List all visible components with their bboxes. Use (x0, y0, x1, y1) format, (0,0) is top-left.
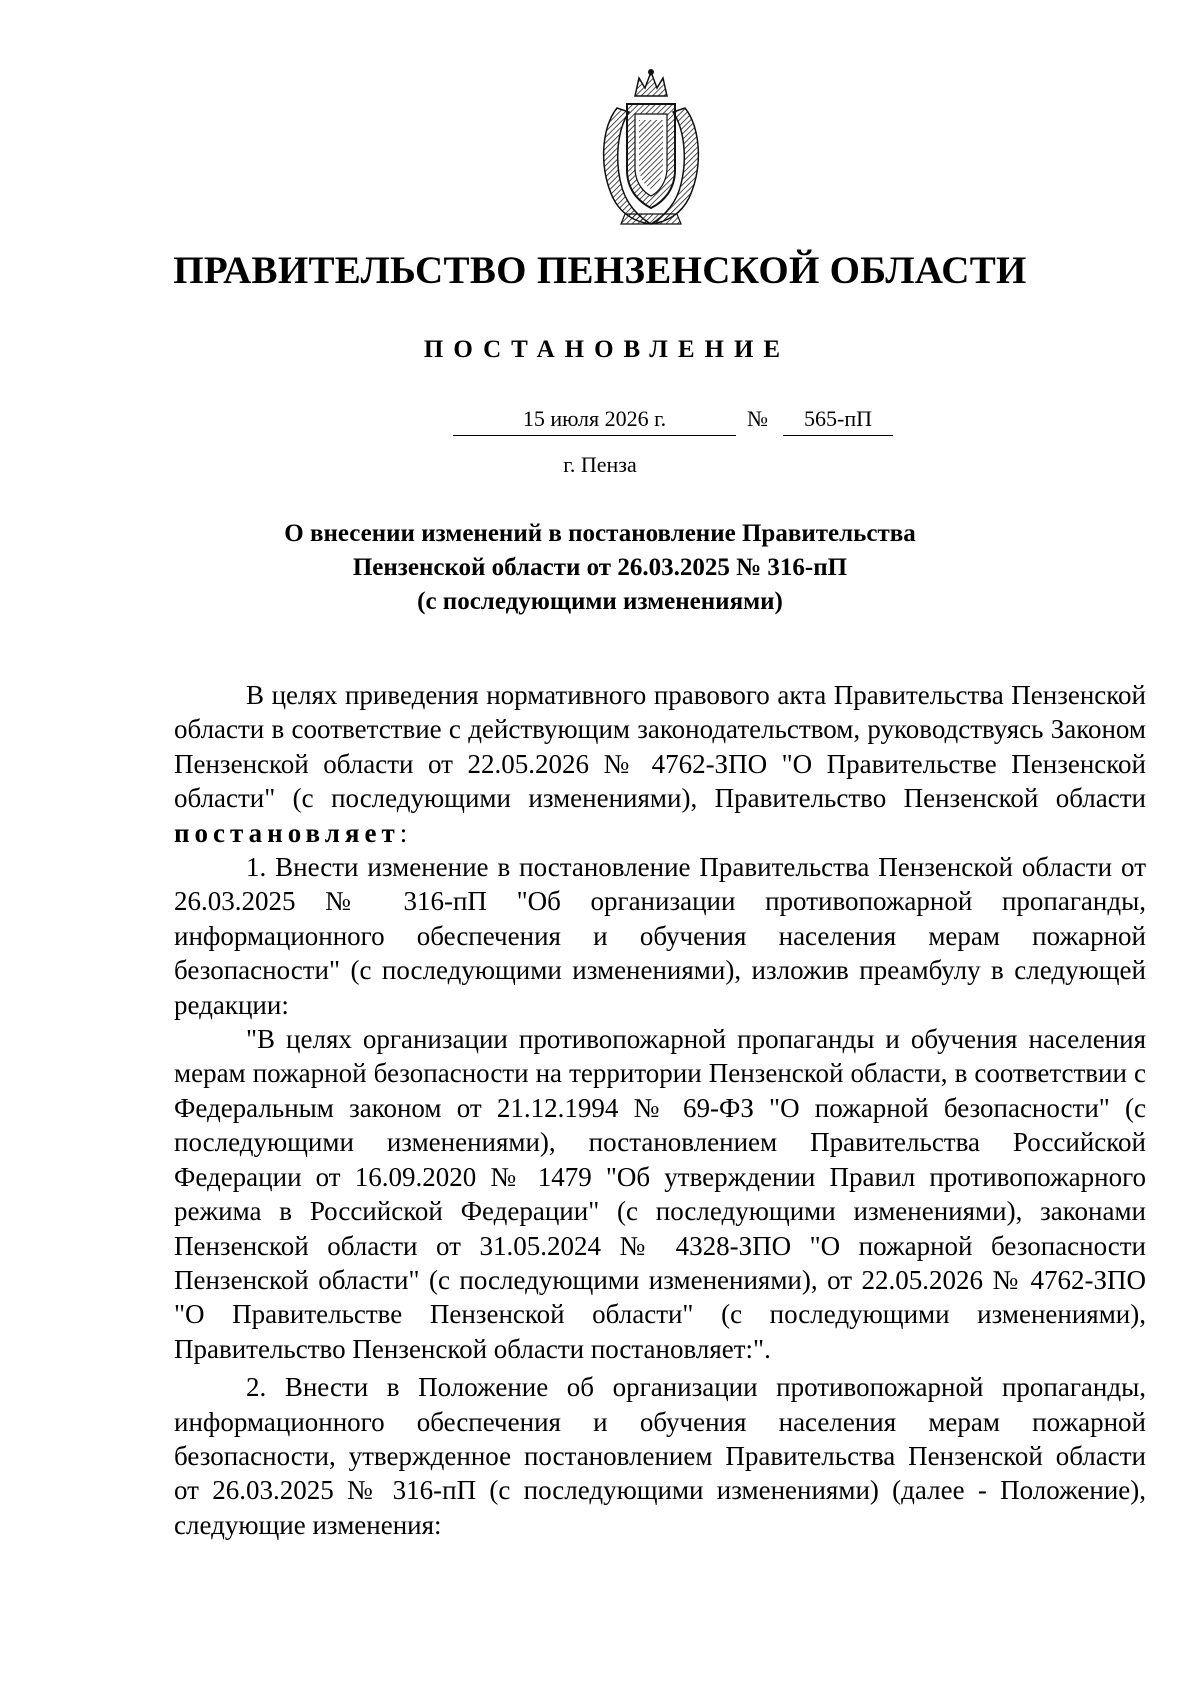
preamble-colon: : (399, 817, 408, 848)
title-line-2: Пензенской области от 26.03.2025 № 316-пП (352, 554, 848, 581)
organization-name: ПРАВИТЕЛЬСТВО ПЕНЗЕНСКОЙ ОБЛАСТИ (173, 249, 1027, 292)
paragraph-new-preamble: "В целях организации противопожарной пропаганды и обучения населения мерам пожарной безопасности на территории Пензенской области, в соответствии с Федеральным законом от 21.12.1994 № 69-ФЗ "О пожарной безопасности" (с последующими изменениями), постановлением Правительства Российской Федерации от 16.09.2020 № 1479 "Об утверждении Правил противопожарного режима в Российской Федерации" (с последующими изменениями), законами Пензенской области от 31.05.2024 № 4328-ЗПО "О пожарной безопасности Пензенской области" (с последующими изменениями), от 22.05.2026 № 4762-ЗПО "О Правительстве Пензенской области" (с последующими изменениями), Правительство Пензенской области постановляет:". (174, 1024, 1146, 1364)
document-title (0, 517, 1200, 619)
decree-verb: постановляет (174, 817, 400, 848)
paragraph-item-2: 2. Внести в Положение об организации противопожарной пропаганды, информационного обеспечения и обучения населения мерам пожарной безопасности, утвержденное постановлением Правительства Пензенской области от 26.03.2025 № 316-пП (с последующими изменениями) (далее - Положение), следующие изменения: (174, 1372, 1146, 1540)
number-sign: № (747, 406, 768, 431)
coat-of-arms-icon (595, 68, 707, 228)
document-number: 565-пП (783, 406, 893, 436)
document-type: ПОСТАНОВЛЕНИЕ (423, 336, 791, 363)
title-line-3: (с последующими изменениями) (417, 588, 783, 615)
city: г. Пенза (563, 452, 637, 477)
document-date: 15 июля 2026 г. (453, 406, 736, 436)
document-body (174, 678, 1146, 1542)
title-line-1: О внесении изменений в постановление Правительства (284, 520, 916, 547)
date-number-line (0, 406, 1200, 436)
paragraph-item-1: 1. Внести изменение в постановление Правительства Пензенской области от 26.03.2025 № 316-пП "Об организации противопожарной пропаганды, информационного обеспечения и обучения населения мерам пожарной безопасности" (с последующими изменениями), изложив преамбулу в следующей редакции: (174, 852, 1146, 1020)
preamble-text: В целях приведения нормативного правового акта Правительства Пензенской области в соответствие с действующим законодательством, руководствуясь Законом Пензенской области от 22.05.2026 № 4762-ЗПО "О Правительстве Пензенской области" (с последующими изменениями), Правительство Пензенской области (174, 680, 1146, 814)
paragraph-preamble (174, 678, 1146, 850)
